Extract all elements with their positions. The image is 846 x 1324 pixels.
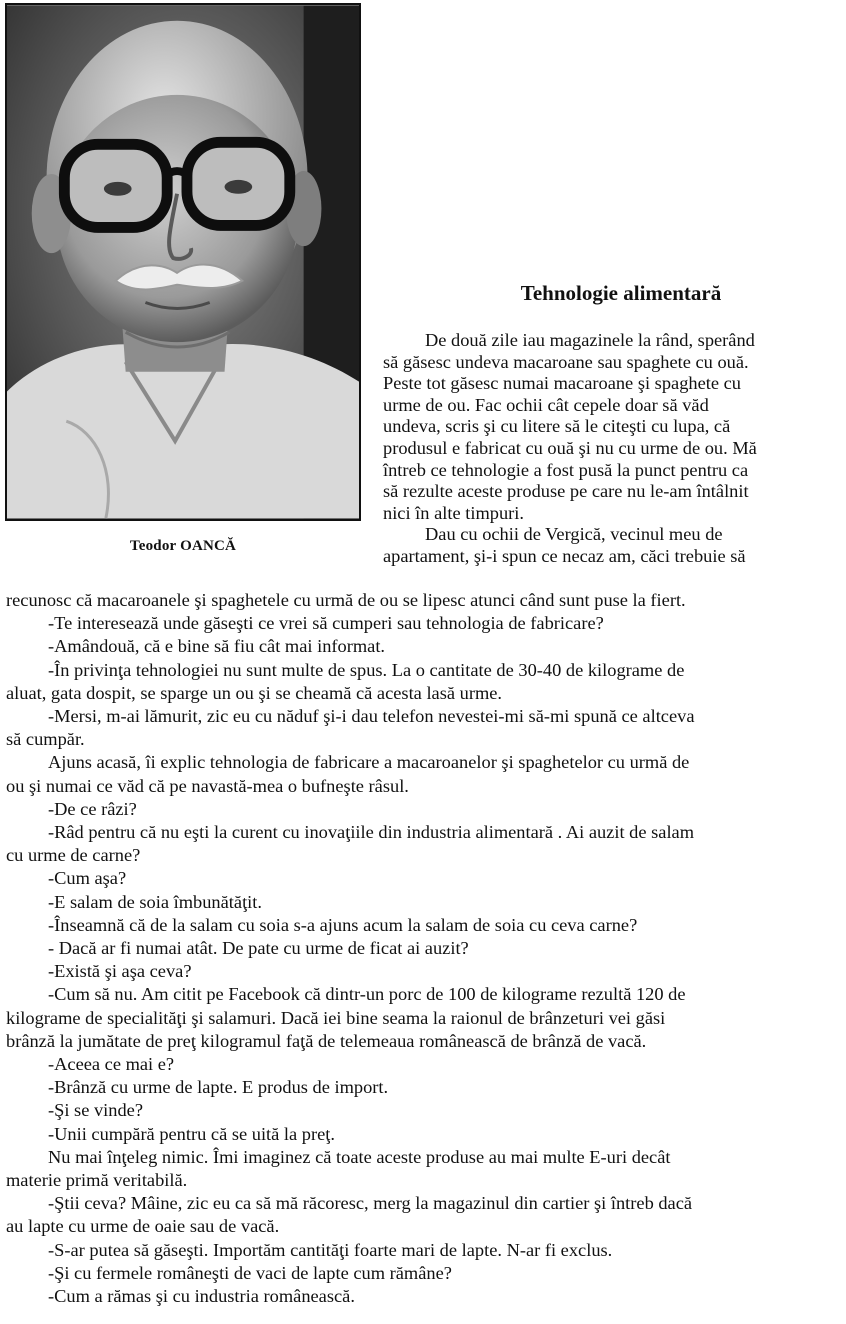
- text-line: să cumpăr.: [6, 729, 85, 750]
- text-line: -Şi se vinde?: [48, 1100, 143, 1121]
- text-line: Ajuns acasă, îi explic tehnologia de fabricare a macaroanelor şi spaghetelor cu urmă de: [48, 752, 690, 773]
- text-line: kilograme de specialităţi şi salamuri. Dacă iei bine seama la raionul de brânzeturi vei găsi: [6, 1007, 666, 1028]
- text-line: undeva, scris şi cu litere să le citeşti cu lupa, că: [383, 416, 731, 437]
- text-line: brânză la jumătate de preţ kilogramul faţă de telemeaua românească de brânză de vacă.: [6, 1030, 647, 1051]
- article-title: Tehnologie alimentară: [520, 281, 722, 305]
- text-line: ou şi numai ce văd că pe navastă-mea o bufneşte râsul.: [6, 775, 409, 796]
- text-line: -Aceea ce mai e?: [48, 1054, 175, 1075]
- text-line: -Cum aşa?: [48, 868, 127, 889]
- text-line: -Unii cumpără pentru că se uită la preţ.: [48, 1123, 335, 1144]
- text-line: -Mersi, m-ai lămurit, zic eu cu năduf şi-i dau telefon nevestei-mi să-mi spună ce altceva: [48, 706, 695, 727]
- text-line: recunosc că macaroanele şi spaghetele cu urmă de ou se lipesc atunci când sunt puse la fiert.: [6, 590, 686, 610]
- text-line: -Te interesează unde găseşti ce vrei să cumperi sau tehnologia de fabricare?: [48, 613, 604, 634]
- text-line: produsul e fabricat cu ouă şi nu cu urme de ou. Mă: [383, 437, 757, 458]
- text-line: -Ştii ceva? Mâine, zic eu ca să mă răcoresc, merg la magazinul din cartier şi întreb dacă: [48, 1193, 693, 1214]
- portrait-illustration: [7, 5, 359, 519]
- text-line: -De ce râzi?: [48, 798, 137, 819]
- text-line: -Cum a rămas şi cu industria românească.: [48, 1286, 355, 1307]
- photo-caption: Teodor OANCĂ: [129, 538, 237, 554]
- text-line: aluat, gata dospit, se sparge un ou şi se cheamă că acesta lasă urme.: [6, 682, 503, 703]
- text-line: cu urme de carne?: [6, 845, 141, 866]
- text-line: -Râd pentru că nu eşti la curent cu inovaţiile din industria alimentară . Ai auzit de salam: [48, 822, 695, 843]
- text-line: -Brânză cu urme de lapte. E produs de import.: [48, 1077, 389, 1098]
- text-line: apartament, şi-i spun ce necaz am, căci trebuie să: [383, 545, 746, 566]
- text-line: Peste tot găsesc numai macaroane şi spaghete cu: [383, 373, 741, 394]
- text-line: -Cum să nu. Am citit pe Facebook că dintr-un porc de 100 de kilograme rezultă 120 de: [48, 984, 686, 1005]
- text-line: materie primă veritabilă.: [6, 1170, 188, 1191]
- author-photo: [5, 3, 361, 521]
- text-line: întreb ce tehnologie a fost pusă la punct pentru ca: [383, 459, 749, 480]
- text-line: - Dacă ar fi numai atât. De pate cu urme de ficat ai auzit?: [48, 938, 469, 959]
- text-line: -Amândouă, că e bine să fiu cât mai informat.: [48, 636, 386, 657]
- text-line: Dau cu ochii de Vergică, vecinul meu de: [425, 524, 723, 545]
- text-line: au lapte cu urme de oaie sau de vacă.: [6, 1216, 280, 1237]
- text-line: De două zile iau magazinele la rând, sperând: [425, 330, 755, 350]
- article-column-text: [383, 330, 843, 568]
- text-line: -Există şi aşa ceva?: [48, 961, 192, 982]
- text-line: -Înseamnă că de la salam cu soia s-a ajuns acum la salam de soia cu ceva carne?: [48, 914, 638, 935]
- text-line: să găsesc undeva macaroane sau spaghete cu ouă.: [383, 351, 749, 372]
- text-line: -E salam de soia îmbunătăţit.: [48, 891, 262, 912]
- text-line: Nu mai înţeleg nimic. Îmi imaginez că toate aceste produse au mai multe E-uri decât: [48, 1146, 671, 1167]
- text-line: -S-ar putea să găseşti. Importăm cantităţi foarte mari de lapte. N-ar fi exclus.: [48, 1239, 613, 1260]
- text-line: nici în alte timpuri.: [383, 502, 524, 523]
- text-line: -Şi cu fermele româneşti de vaci de lapte cum rămâne?: [48, 1262, 452, 1283]
- article-body-text: [6, 589, 844, 1308]
- text-line: urme de ou. Fac ochii cât cepele doar să văd: [383, 394, 709, 415]
- text-line: -În privinţa tehnologiei nu sunt multe de spus. La o cantitate de 30-40 de kilograme de: [48, 659, 685, 680]
- text-line: să rezulte aceste produse pe care nu le-am întâlnit: [383, 481, 749, 502]
